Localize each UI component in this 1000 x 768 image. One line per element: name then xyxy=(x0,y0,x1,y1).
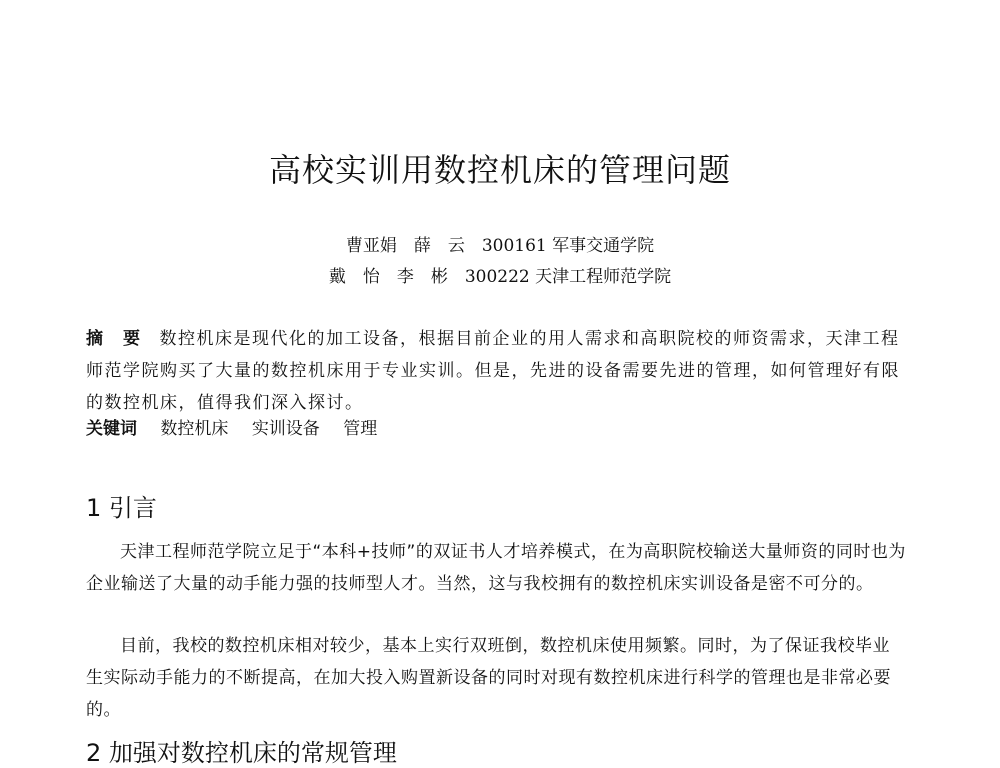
keywords-label: 关键词 xyxy=(86,419,137,439)
abstract-block xyxy=(86,323,906,419)
paper-title: 高校实训用数控机床的管理问题 xyxy=(268,151,731,189)
author-line-2: 戴 怡 李 彬 300222 天津工程师范学院 xyxy=(328,267,672,287)
keyword-item: 管理 xyxy=(343,419,378,439)
author-line-1: 曹亚娟 薛 云 300161 军事交通学院 xyxy=(345,236,655,256)
paragraph: 目前，我校的数控机床相对较少，基本上实行双班倒，数控机床使用频繁。同时，为了保证我校毕业生实际动手能力的不断提高，在加大投入购置新设备的同时对现有数控机床进行科学的管理也是非常必要的。 xyxy=(86,636,891,720)
section-heading-introduction: 1 引言 xyxy=(86,494,157,522)
abstract-label: 摘 要 xyxy=(86,329,142,349)
section-heading-management: 2 加强对数控机床的常规管理 xyxy=(86,739,397,767)
keyword-item: 实训设备 xyxy=(251,419,320,439)
abstract-text: 数控机床是现代化的加工设备，根据目前企业的用人需求和高职院校的师资需求，天津工程师范学院购买了大量的数控机床用于专业实训。但是，先进的设备需要先进的管理，如何管理好有限的数控机床，值得我们深入探讨。 xyxy=(86,329,900,413)
keywords-block xyxy=(86,413,906,445)
keyword-item: 数控机床 xyxy=(160,419,229,439)
paragraph: 天津工程师范学院立足于“本科+技师”的双证书人才培养模式，在为高职院校输送大量师资的同时也为企业输送了大量的动手能力强的技师型人才。当然，这与我校拥有的数控机床实训设备是密不可分的。 xyxy=(86,542,906,594)
